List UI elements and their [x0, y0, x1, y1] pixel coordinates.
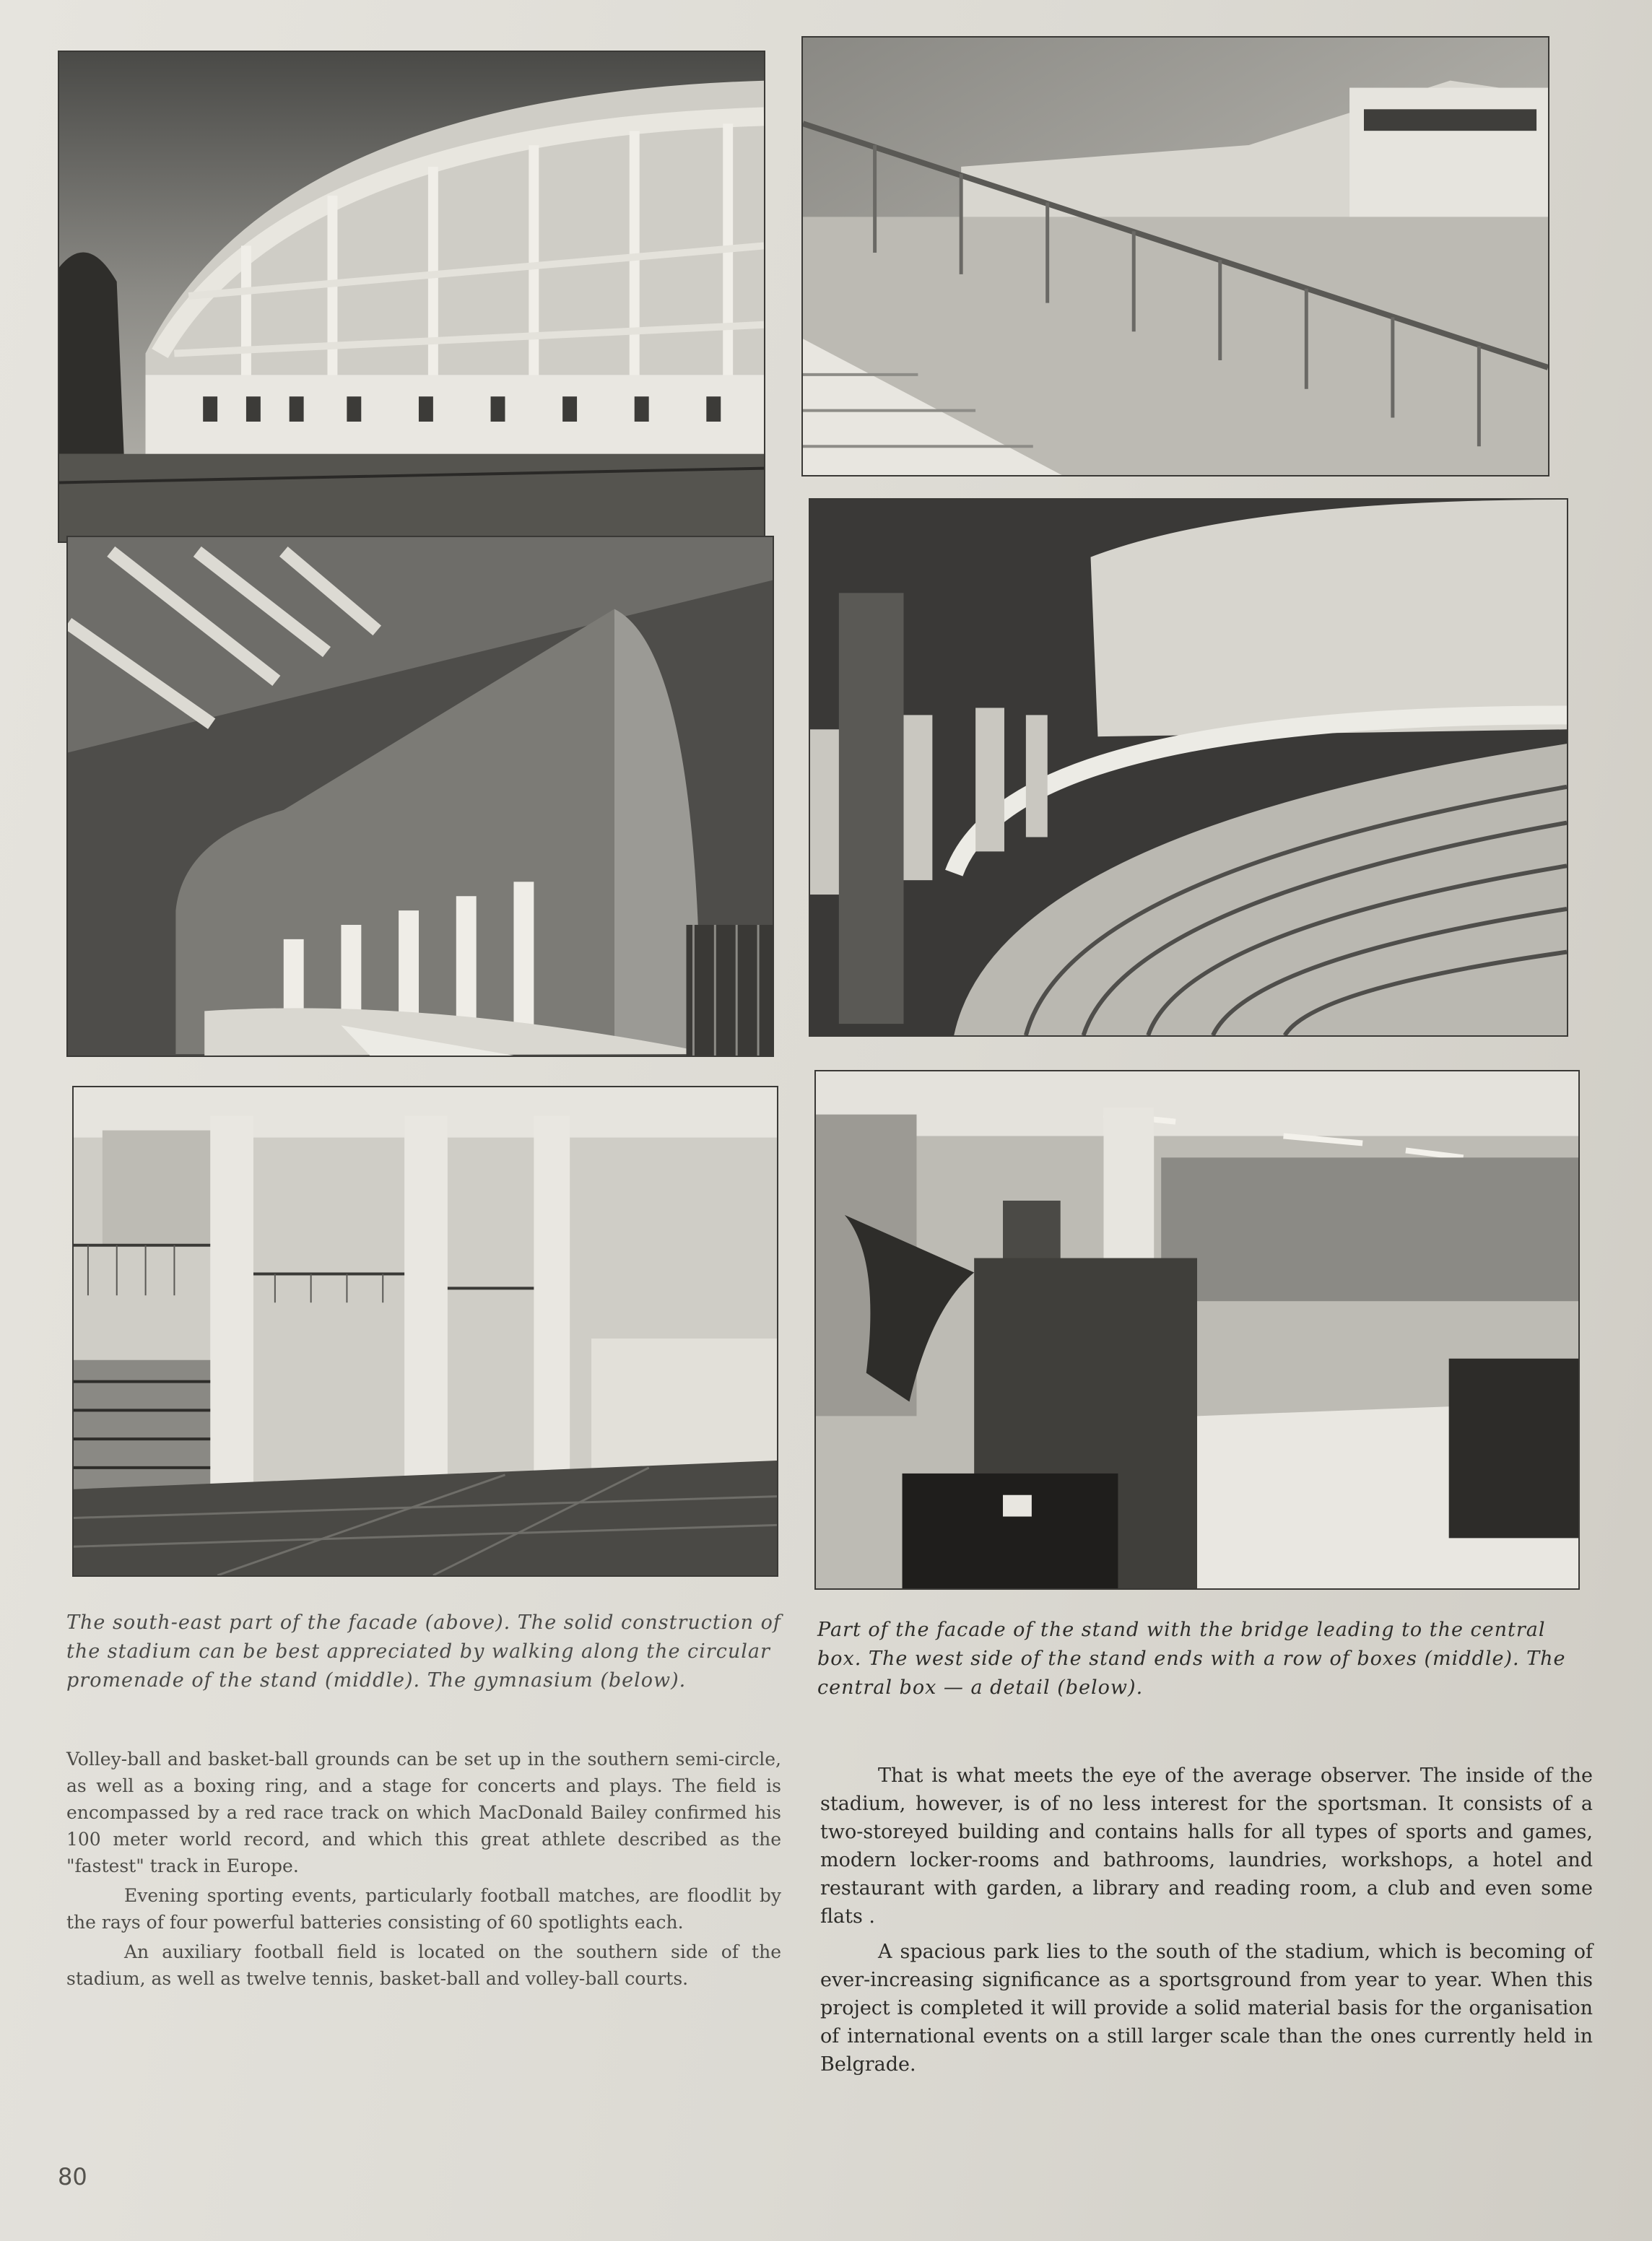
paragraph: An auxiliary football field is located on the southern side of the stadium, as well as twelve tennis, basket-ball and volley-ball courts.: [66, 1941, 781, 1989]
caption-left: The south-east part of the facade (above). The solid construction of the stadium can be best appreciated by walking along the circular promenade of the stand (middle). The gymnasium (below).: [66, 1611, 781, 1692]
body-right-column: [820, 1762, 1593, 2081]
photo-circular-promenade: [66, 536, 774, 1057]
paragraph: Volley-ball and basket-ball grounds can be set up in the southern semi-circle, as well as a boxing ring, and a stage for concerts and plays. The field is encompassed by a red race track on which MacDonald Bailey confirmed his 100 meter world record, and which this great athlete described as the "fastest" track in Europe.: [66, 1749, 781, 1876]
paragraph: That is what meets the eye of the average observer. The inside of the stadium, however, is of no less interest for the sportsman. It consists of a two-storeyed building and contains halls for all types of sports and games, modern locker-rooms and bathrooms, laundries, workshops, a hotel and restaurant with garden, a library and reading room, a club and even some flats .: [820, 1764, 1593, 1928]
body-left-column: [66, 1746, 781, 1995]
photo-south-east-facade: [58, 51, 765, 543]
paragraph: Evening sporting events, particularly football matches, are floodlit by the rays of four powerful batteries consisting of 60 spotlights each.: [66, 1885, 781, 1933]
photo-gymnasium: [72, 1086, 778, 1577]
caption-right: Part of the facade of the stand with the bridge leading to the central box. The west side of the stand ends with a row of boxes (middle). The central box — a detail (below).: [817, 1619, 1566, 1699]
photo-row-of-boxes: [809, 498, 1568, 1037]
photo-central-box-detail: [814, 1070, 1580, 1590]
photo-stand-bridge: [801, 36, 1549, 477]
paragraph: A spacious park lies to the south of the stadium, which is becoming of ever-increasing significance as a sportsground from year to year. When this project is completed it will provide a solid material basis for the organisation of international events on a still larger scale than the ones currently held in Belgrade.: [820, 1941, 1593, 2076]
page-number: 80: [58, 2163, 87, 2190]
